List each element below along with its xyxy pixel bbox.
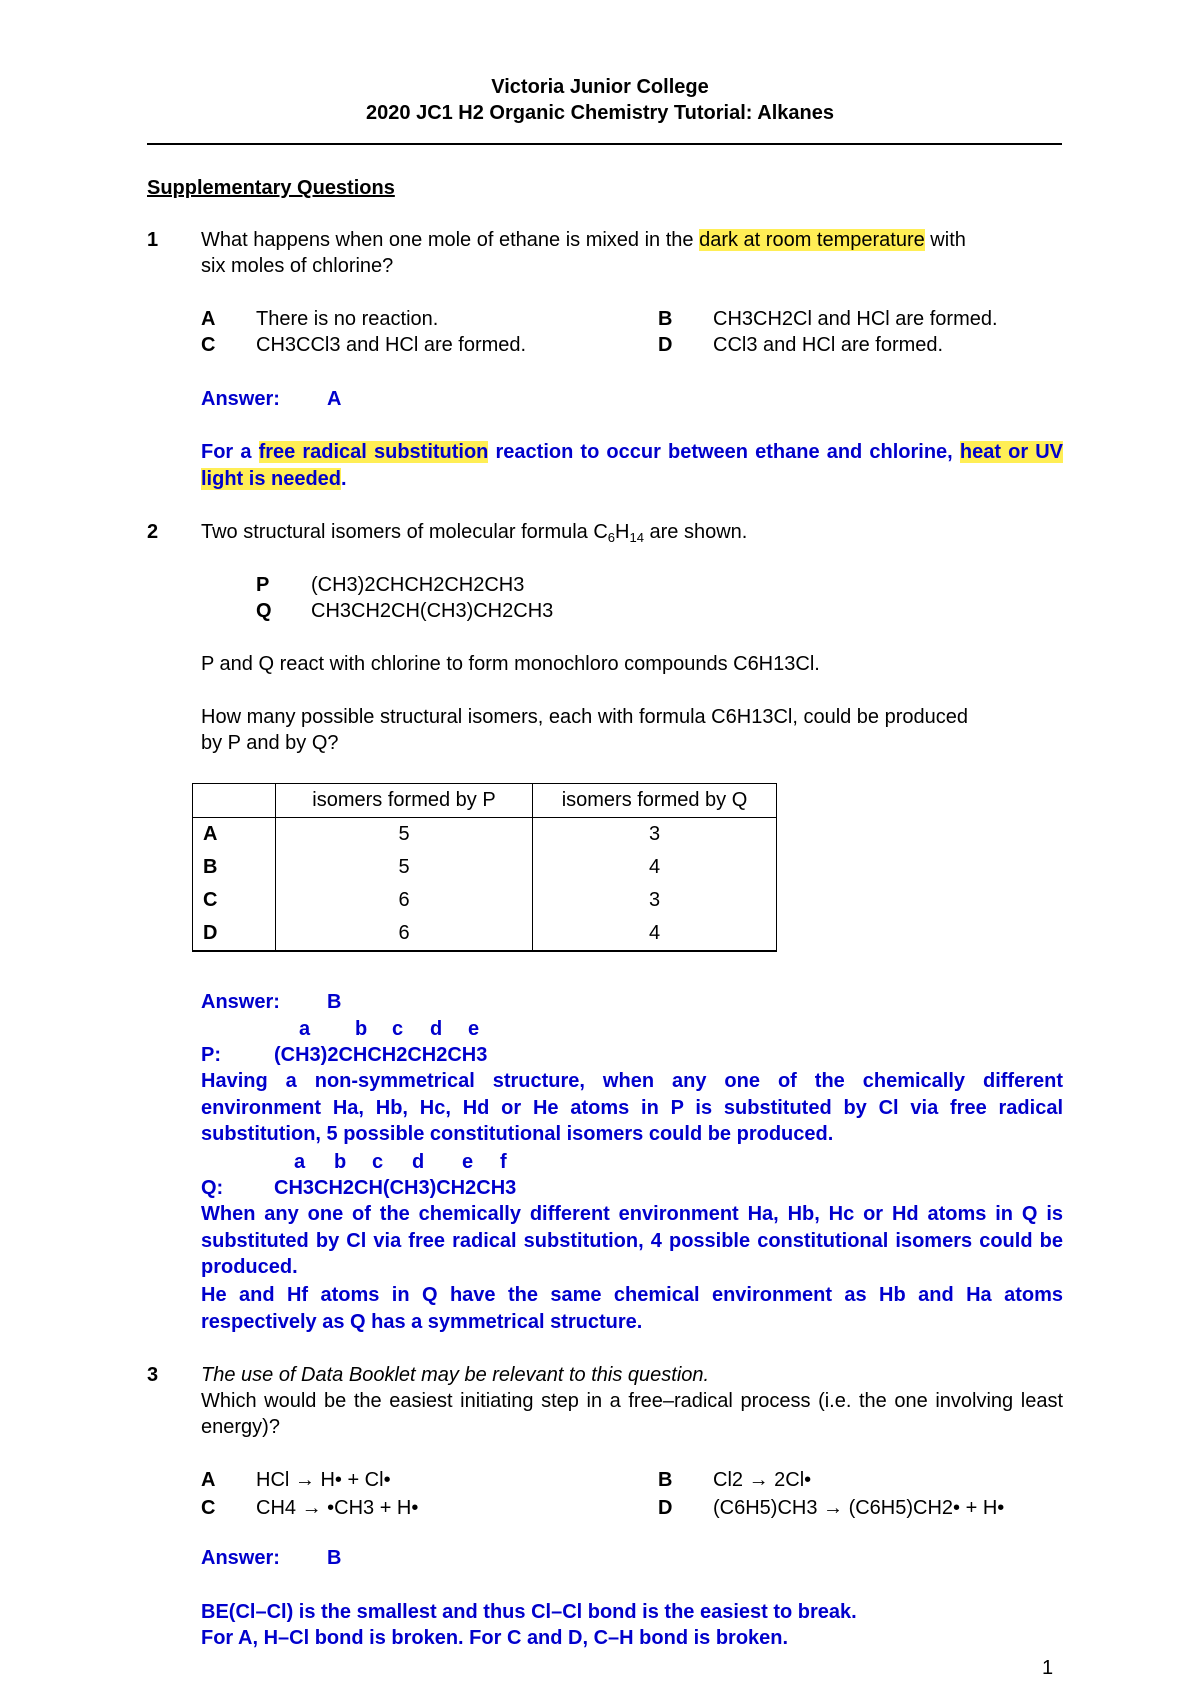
q1-explanation: For a free radical substitution reaction to occur between ethane and chlorine, heat or UV light is needed. (201, 441, 1063, 490)
q3-option-c-label: C (201, 1497, 216, 1519)
q3-explanation-2: For A, H–Cl bond is broken. For C and D, C–H bond is broken. (201, 1627, 789, 1649)
q1-option-a-text: There is no reaction. (256, 308, 439, 330)
q2-p-formula: (CH3)2CHCH2CH2CH3 (274, 1044, 488, 1066)
q1-answer: A (327, 388, 342, 410)
q3-option-c-text: CH4 → •CH3 + H• (256, 1497, 419, 1519)
q2-ask-line1: How many possible structural isomers, each with formula C6H13Cl, could be produced (201, 706, 969, 728)
q2-q-letter: a (294, 1151, 306, 1173)
q2-p-explanation: Having a non-symmetrical structure, when any one of the chemically different environment Ha, Hb, Hc, Hd or He atoms in P is substituted by Cl via free radical substitution, 5 possible constitutional isomers could be produced. (201, 1070, 1063, 1146)
table-cell-p: 6 (276, 917, 533, 951)
q2-ask-line2: by P and by Q? (201, 732, 339, 754)
q2-isomer-p-label: P (256, 574, 270, 596)
q3-number: 3 (147, 1364, 159, 1386)
q2-answer-label: Answer: (201, 991, 280, 1013)
q1-option-b-label: B (658, 308, 673, 330)
q3-option-d-text: (C6H5)CH3 → (C6H5)CH2• + H• (713, 1497, 1005, 1519)
q1-highlight: dark at room temperature (699, 229, 925, 251)
table-row-label: A (193, 818, 276, 852)
table-row (193, 818, 777, 852)
page-number: 1 (1042, 1657, 1054, 1679)
q1-option-a-label: A (201, 308, 216, 330)
table-header-blank (193, 784, 276, 818)
q1-answer-label: Answer: (201, 388, 280, 410)
q2-p-letter: c (392, 1018, 404, 1040)
q2-p-letter: a (299, 1018, 311, 1040)
header-rule (147, 143, 1062, 145)
table-row-label: C (193, 884, 276, 917)
q2-q-letter: f (500, 1151, 507, 1173)
table-row-label: B (193, 851, 276, 884)
table-cell-q: 3 (533, 818, 777, 852)
q2-q-explanation: When any one of the chemically different environment Ha, Hb, Hc or Hd atoms in Q is substituted by Cl via free radical substitution, 4 possible constitutional isomers could be produced. (201, 1203, 1063, 1279)
table-cell-q: 4 (533, 917, 777, 951)
q1-stem-line2: six moles of chlorine? (201, 255, 394, 277)
q3-explanation-1: BE(Cl–Cl) is the smallest and thus Cl–Cl bond is the easiest to break. (201, 1601, 857, 1623)
table-row-label: D (193, 917, 276, 951)
table-header-row (193, 784, 777, 818)
q3-option-a-label: A (201, 1469, 216, 1491)
q3-answer-label: Answer: (201, 1547, 280, 1569)
q2-options-table (192, 783, 777, 952)
table-cell-p: 5 (276, 851, 533, 884)
table-row (193, 851, 777, 884)
q2-q-formula: CH3CH2CH(CH3)CH2CH3 (274, 1177, 517, 1199)
q2-p-letter: b (355, 1018, 368, 1040)
q2-answer: B (327, 991, 342, 1013)
section-title: Supplementary Questions (147, 177, 395, 199)
table-header-p: isomers formed by P (276, 784, 533, 818)
table-row (193, 917, 777, 951)
q1-number: 1 (147, 229, 159, 251)
table-cell-q: 3 (533, 884, 777, 917)
table-cell-p: 5 (276, 818, 533, 852)
q2-q-label: Q: (201, 1177, 224, 1199)
header-title: 2020 JC1 H2 Organic Chemistry Tutorial: Alkanes (366, 102, 834, 124)
q2-p-letter: e (468, 1018, 480, 1040)
q2-p-label: P: (201, 1044, 221, 1066)
q2-p-letter: d (430, 1018, 443, 1040)
q3-stem: Which would be the easiest initiating step in a free–radical process (i.e. the one involving least energy)? (201, 1390, 1063, 1438)
table-cell-q: 4 (533, 851, 777, 884)
table-header-q: isomers formed by Q (533, 784, 777, 818)
q2-isomer-p-formula: (CH3)2CHCH2CH2CH3 (311, 574, 525, 596)
q2-q-letter: c (372, 1151, 384, 1173)
table-cell-p: 6 (276, 884, 533, 917)
q1-option-c-label: C (201, 334, 216, 356)
q1-option-d-text: CCl3 and HCl are formed. (713, 334, 944, 356)
q1-option-c-text: CH3CCl3 and HCl are formed. (256, 334, 527, 356)
q1-option-b-text: CH3CH2Cl and HCl are formed. (713, 308, 998, 330)
q3-option-b-text: Cl2 → 2Cl• (713, 1469, 812, 1491)
q3-option-d-label: D (658, 1497, 673, 1519)
q2-q-explanation-2: He and Hf atoms in Q have the same chemical environment as Hb and Ha atoms respectively as Q has a symmetrical structure. (201, 1284, 1063, 1333)
q2-react-line: P and Q react with chlorine to form monochloro compounds C6H13Cl. (201, 653, 820, 675)
q2-isomer-q-formula: CH3CH2CH(CH3)CH2CH3 (311, 600, 554, 622)
header-school: Victoria Junior College (491, 76, 709, 98)
q2-q-letter: b (334, 1151, 347, 1173)
q2-q-letter: d (412, 1151, 425, 1173)
table-row (193, 884, 777, 917)
q3-option-a-text: HCl → H• + Cl• (256, 1469, 391, 1491)
q3-answer: B (327, 1547, 342, 1569)
q3-note: The use of Data Booklet may be relevant to this question. (201, 1364, 710, 1386)
q3-option-b-label: B (658, 1469, 673, 1491)
q2-stem: Two structural isomers of molecular formula $C_6H_{14}$ are shown. (201, 521, 748, 545)
q2-q-letter: e (462, 1151, 474, 1173)
q2-number: 2 (147, 521, 159, 543)
q1-stem: What happens when one mole of ethane is mixed in the dark at room temperature with (201, 229, 966, 251)
q1-option-d-label: D (658, 334, 673, 356)
q2-isomer-q-label: Q (256, 600, 272, 622)
